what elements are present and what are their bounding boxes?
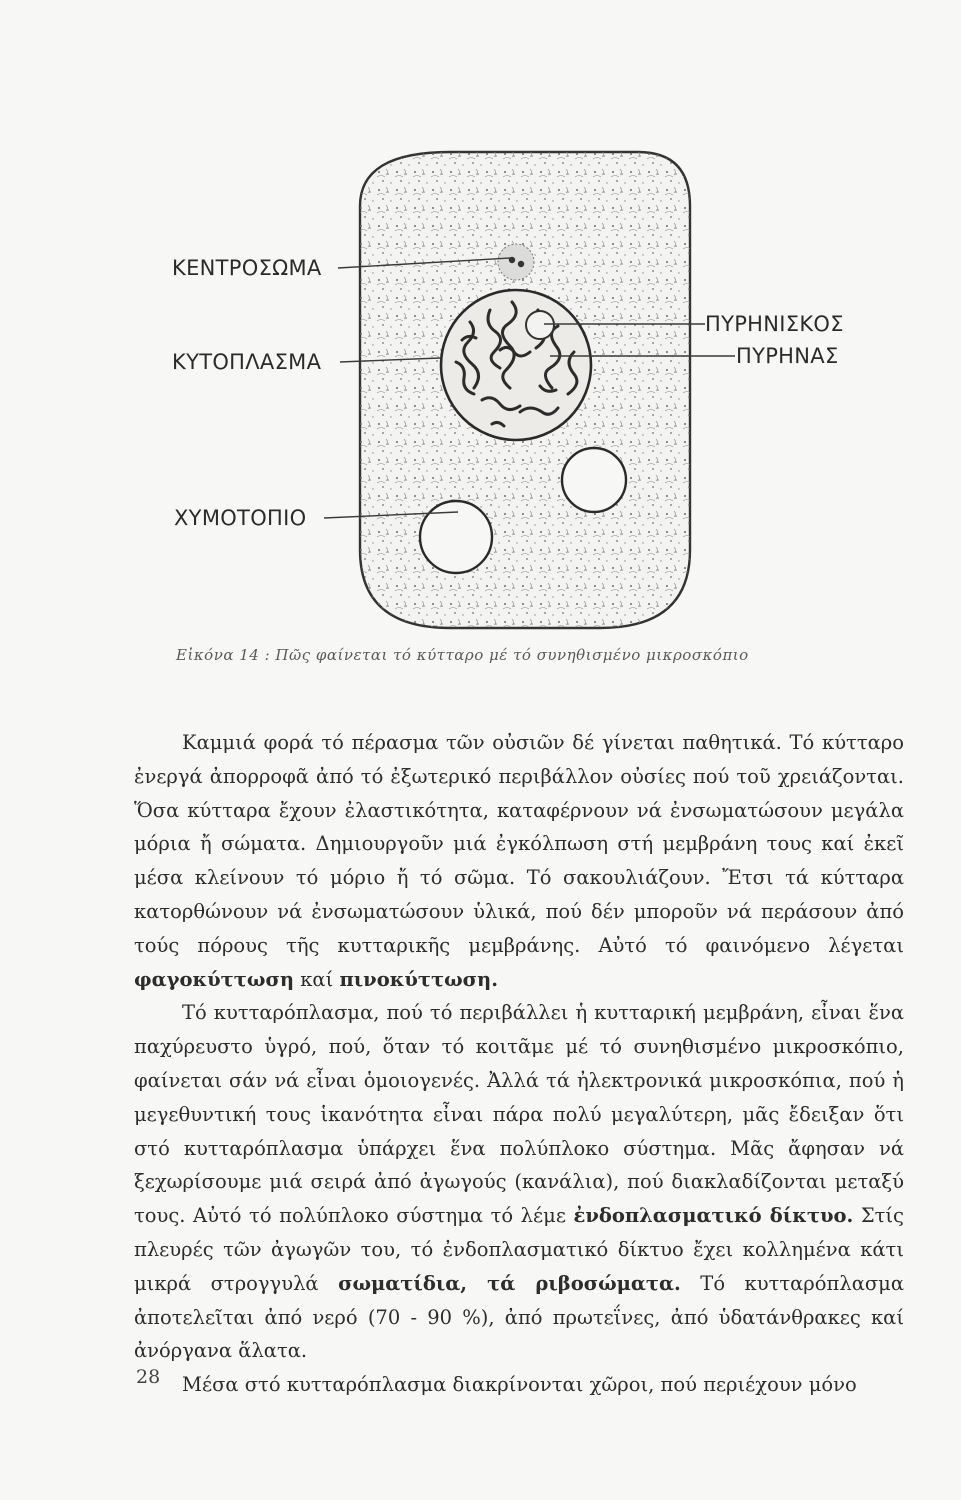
text-run: Τό κυτταρόπλασμα, πού τό περιβάλλει ἡ κυτταρική μεμβράνη, εἶναι ἕνα παχύρευστο ὑγρό, πού, ὅταν τό κοιτᾶμε μέ τό συνηθισμένο μικροσκόπιο, φαίνεται σάν νά εἶναι ὁμοιογενές. Ἀλλά τά ἠλεκτρονικά μικροσκόπια, πού ἡ μεγεθυντική τους ἱκανότητα εἶναι πάρα πολύ μεγαλύτερη, μᾶς ἔδειξαν ὅτι στό κυτταρόπλασμα ὑπάρχει ἕνα πολύπλοκο σύστημα. Μᾶς ἄφησαν νά ξεχωρίσουμε μιά σειρά ἀπό ἀγωγούς (κανάλια), πού διακλαδίζονται μεταξύ τους. Αὐτό τό πολύπλοκο σύστημα τό λέμε <box>134 1001 904 1228</box>
text-run: Τό κυτταρόπλασμα ἀποτελεῖται ἀπό νερό (70 - 90 %), ἀπό πρωτεΐνες, ἀπό ὑδατάνθρακες καί ἀνόργανα ἅλατα. <box>134 1271 905 1363</box>
cell-diagram <box>160 150 900 630</box>
label-vacuole: ΧΥΜΟΤΟΠΙΟ <box>174 506 307 530</box>
body-text <box>134 726 904 1402</box>
term-phagocytosis: φαγοκύττωση <box>134 967 295 991</box>
paragraph <box>134 996 904 1368</box>
term-pinocytosis: πινοκύττωση. <box>339 967 498 991</box>
paragraph <box>134 726 904 996</box>
nucleus <box>441 290 591 440</box>
term-endoplasmic-reticulum: ἐνδοπλασματικό δίκτυο. <box>573 1204 854 1228</box>
page-number: 28 <box>136 1366 161 1388</box>
nucleolus <box>526 311 554 339</box>
term-ribosomes: σωματίδια, τά ριβοσώματα. <box>338 1271 681 1295</box>
text-run: Καμμιά φορά τό πέρασμα τῶν οὐσιῶν δέ γίνεται παθητικά. Τό κύτταρο ἐνεργά ἀπορροφᾶ ἀπό τό ἐξωτερικό περιβάλλον οὐσίες πού τοῦ χρειάζονται. Ὅσα κύτταρα ἔχουν ἐλαστικότητα, καταφέρνουν νά ἐνσωματώσουν μεγάλα μόρια ἤ σώματα. Δημιουργοῦν μιά ἐγκόλπωση στή μεμβράνη τους καί ἐκεῖ μέσα κλείνουν τό μόριο ἤ τό σῶμα. Τό σακουλιάζουν. Ἔτσι τά κύτταρα κατορθώνουν νά ἐνσωματώσουν ὑλικά, πού δέν μποροῦν νά περάσουν ἀπό τούς πόρους τῆς κυτταρικῆς μεμβράνης. Αὐτό τό φαινόμενο λέγεται <box>134 731 904 957</box>
paragraph <box>134 1368 904 1402</box>
vacuole-right <box>562 448 626 512</box>
text-run: καί <box>294 967 340 991</box>
text-run: Στίς πλευρές τῶν ἀγωγῶν του, τό ἐνδοπλασματικό δίκτυο ἔχει κολλημένα κάτι μικρά στρογγυλά <box>134 1204 904 1295</box>
centrosome <box>498 244 534 280</box>
label-nucleus: ΠΥΡΗΝΑΣ <box>736 344 839 368</box>
text-run: Μέσα στό κυτταρόπλασμα διακρίνονται χῶροι, πού περιέχουν μόνο <box>182 1373 857 1397</box>
label-centrosome: ΚΕΝΤΡΟΣΩΜΑ <box>172 256 322 280</box>
cell-figure <box>160 150 900 630</box>
figure-caption: Εἰκόνα 14 : Πῶς φαίνεται τό κύτταρο μέ τό συνηθισμένο μικροσκόπιο <box>176 646 749 664</box>
label-cytoplasm: ΚΥΤΟΠΛΑΣΜΑ <box>172 350 322 374</box>
label-nucleolus: ΠΥΡΗΝΙΣΚΟΣ <box>705 312 844 336</box>
